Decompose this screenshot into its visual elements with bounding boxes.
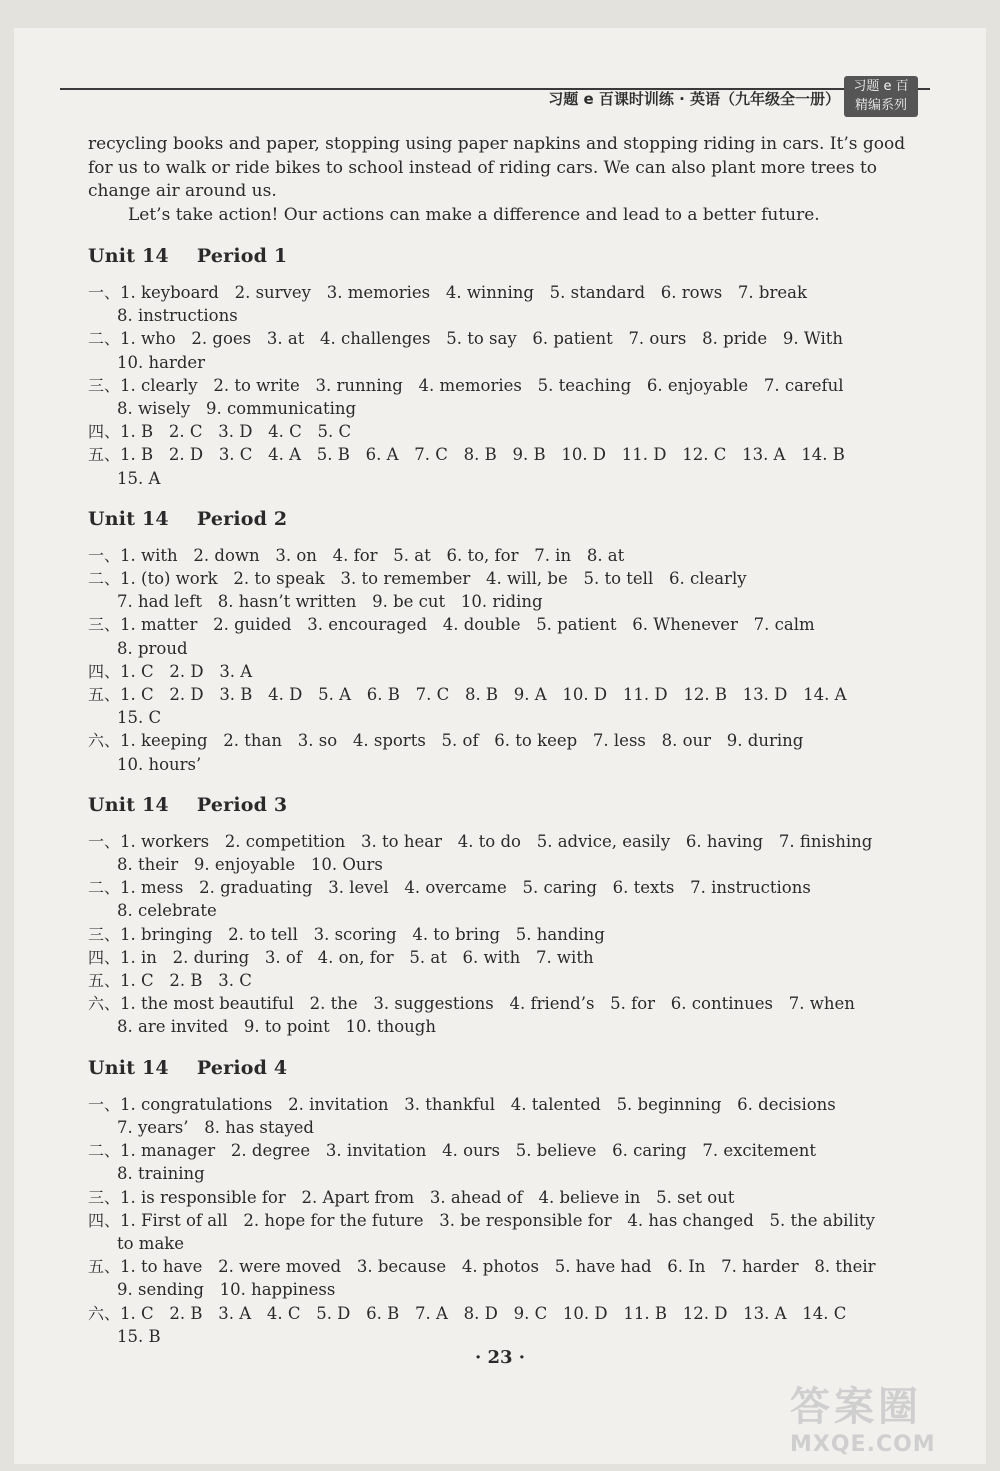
answer-text: 8. training xyxy=(117,1164,205,1184)
brand-line-1: 习题 e 百 xyxy=(853,79,909,94)
answer-text: 1. mess 2. graduating 3. level 4. overcame 5. caring 6. texts 7. instructions xyxy=(120,878,811,898)
answer-line xyxy=(88,923,918,946)
section-marker: 二、 xyxy=(88,329,121,349)
answer-text: 1. (to) work 2. to speak 3. to remember 4. will, be 5. to tell 6. clearly xyxy=(120,569,747,589)
answer-line xyxy=(88,729,918,752)
answer-line xyxy=(88,1162,918,1185)
answer-line xyxy=(88,660,918,683)
section-marker: 三、 xyxy=(88,924,121,944)
answer-line xyxy=(88,281,918,304)
watermark xyxy=(790,1375,980,1465)
answer-text: 15. B xyxy=(117,1326,161,1346)
section-marker: 三、 xyxy=(88,375,121,395)
answer-text: 1. congratulations 2. invitation 3. thankful 4. talented 5. beginning 6. decisions xyxy=(120,1094,836,1114)
section-marker: 二、 xyxy=(88,878,121,898)
answer-text: 1. keyboard 2. survey 3. memories 4. winning 5. standard 6. rows 7. break xyxy=(120,283,807,302)
answer-line xyxy=(88,946,918,969)
answer-text: 1. to have 2. were moved 3. because 4. photos 5. have had 6. In 7. harder 8. their xyxy=(120,1257,876,1277)
answer-text: 8. proud xyxy=(117,638,188,658)
answer-text: 7. had left 8. hasn’t written 9. be cut 10. riding xyxy=(117,592,543,612)
answer-line xyxy=(88,420,918,443)
answer-line xyxy=(88,969,918,992)
intro-closing: Let’s take action! Our actions can make a difference and lead to a better future. xyxy=(128,204,820,225)
answer-text: 1. matter 2. guided 3. encouraged 4. double 5. patient 6. Whenever 7. calm xyxy=(120,615,815,635)
section-marker: 二、 xyxy=(88,1141,121,1161)
answer-text: 1. workers 2. competition 3. to hear 4. to do 5. advice, easily 6. having 7. finishing xyxy=(120,831,873,851)
answer-line xyxy=(88,1278,918,1301)
answer-line xyxy=(88,544,918,567)
section-marker: 二、 xyxy=(88,569,121,589)
section-marker: 一、 xyxy=(88,1094,121,1114)
units-container xyxy=(88,245,918,1348)
period-label: Period 2 xyxy=(196,507,288,530)
brand-line-2: 精编系列 xyxy=(854,98,907,113)
answer-text: 1. bringing 2. to tell 3. scoring 4. to bring 5. handing xyxy=(120,924,605,944)
answer-text: 1. clearly 2. to write 3. running 4. memories 5. teaching 6. enjoyable 7. careful xyxy=(120,375,844,395)
answer-text: 8. celebrate xyxy=(117,901,217,921)
unit-label: Unit 14 xyxy=(88,793,169,816)
unit-label: Unit 14 xyxy=(88,1056,169,1079)
section-marker: 五、 xyxy=(88,971,121,991)
answer-text: 1. B 2. C 3. D 4. C 5. C xyxy=(120,422,352,442)
section-marker: 三、 xyxy=(88,615,121,635)
answer-line xyxy=(88,397,918,420)
answer-line xyxy=(88,374,918,397)
section-marker: 五、 xyxy=(88,1257,121,1277)
answer-line xyxy=(88,1232,918,1255)
header-title: 习题 e 百课时训练 · 英语（九年级全一册） xyxy=(548,90,840,108)
section-marker: 四、 xyxy=(88,1210,121,1230)
answer-line xyxy=(88,1186,918,1209)
answer-text: to make xyxy=(117,1233,185,1253)
section-marker: 六、 xyxy=(88,1303,121,1323)
answer-text: 10. harder xyxy=(117,352,206,372)
answer-text: 1. B 2. D 3. C 4. A 5. B 6. A 7. C 8. B 9. B 10. D 11. D 12. C 13. A 14. B xyxy=(120,445,845,465)
answer-line xyxy=(88,637,918,660)
section-marker: 五、 xyxy=(88,685,121,705)
answer-text: 8. wisely 9. communicating xyxy=(117,399,357,419)
period-label: Period 3 xyxy=(196,793,288,816)
answer-line xyxy=(88,327,918,350)
period-label: Period 4 xyxy=(196,1056,288,1079)
section-marker: 一、 xyxy=(88,283,121,302)
answer-line xyxy=(88,1302,918,1325)
answer-line xyxy=(88,567,918,590)
answer-line xyxy=(88,753,918,776)
answer-text: 8. their 9. enjoyable 10. Ours xyxy=(117,855,383,875)
answer-text: 1. C 2. B 3. A 4. C 5. D 6. B 7. A 8. D 9. C 10. D 11. B 12. D 13. A 14. C xyxy=(120,1303,847,1323)
intro-paragraph: recycling books and paper, stopping using paper napkins and stopping riding in cars. It’s good for us to walk or ride bikes to school instead of riding cars. We can also plant more trees to change air around us. xyxy=(88,134,906,201)
answer-text: 1. C 2. D 3. A xyxy=(120,661,253,681)
answer-text: 1. in 2. during 3. of 4. on, for 5. at 6. with 7. with xyxy=(120,947,594,967)
answer-text: 1. keeping 2. than 3. so 4. sports 5. of 6. to keep 7. less 8. our 9. during xyxy=(120,731,804,751)
answer-line xyxy=(88,590,918,613)
answer-text: 1. C 2. D 3. B 4. D 5. A 6. B 7. C 8. B 9. A 10. D 11. D 12. B 13. D 14. A xyxy=(120,685,847,705)
answer-line xyxy=(88,706,918,729)
section-marker: 五、 xyxy=(88,445,121,465)
answer-line xyxy=(88,876,918,899)
answer-text: 15. C xyxy=(117,708,162,728)
answer-text: 8. are invited 9. to point 10. though xyxy=(117,1017,436,1037)
answer-line xyxy=(88,1255,918,1278)
period-label: Period 1 xyxy=(196,245,288,267)
section-marker: 一、 xyxy=(88,831,121,851)
answer-text: 1. the most beautiful 2. the 3. suggestions 4. friend’s 5. for 6. continues 7. when xyxy=(120,994,855,1014)
answer-text: 1. C 2. B 3. C xyxy=(120,971,252,991)
answer-line xyxy=(88,1015,918,1038)
section-marker: 一、 xyxy=(88,545,121,565)
answer-text: 1. First of all 2. hope for the future 3. be responsible for 4. has changed 5. the ability xyxy=(120,1210,875,1230)
answer-text: 1. with 2. down 3. on 4. for 5. at 6. to, for 7. in 8. at xyxy=(120,545,625,565)
answer-text: 9. sending 10. happiness xyxy=(117,1280,336,1300)
answer-text: 10. hours’ xyxy=(117,754,202,774)
unit-heading xyxy=(88,245,918,267)
answer-text: 8. instructions xyxy=(117,306,238,326)
watermark-bottom: MXQE.COM xyxy=(790,1432,936,1457)
answer-text: 1. manager 2. degree 3. invitation 4. ours 5. believe 6. caring 7. excitement xyxy=(120,1141,816,1161)
answer-line xyxy=(88,351,918,374)
answer-text: 1. who 2. goes 3. at 4. challenges 5. to say 6. patient 7. ours 8. pride 9. With xyxy=(120,329,844,349)
answer-line xyxy=(88,683,918,706)
section-marker: 六、 xyxy=(88,731,121,751)
unit-heading xyxy=(88,508,918,530)
answer-line xyxy=(88,1209,918,1232)
answer-line xyxy=(88,1093,918,1116)
answer-line xyxy=(88,992,918,1015)
unit-heading xyxy=(88,1057,918,1079)
answer-line xyxy=(88,853,918,876)
answer-content xyxy=(88,133,918,1348)
answer-line xyxy=(88,830,918,853)
answer-text: 15. A xyxy=(117,468,161,488)
answer-line xyxy=(88,899,918,922)
answer-line xyxy=(88,1325,918,1348)
brand-badge xyxy=(844,76,918,117)
section-marker: 四、 xyxy=(88,947,121,967)
answer-line xyxy=(88,304,918,327)
answer-text: 7. years’ 8. has stayed xyxy=(117,1117,314,1137)
page-number: · 23 · xyxy=(474,1347,526,1368)
unit-label: Unit 14 xyxy=(88,507,169,530)
unit-label: Unit 14 xyxy=(88,245,169,267)
answer-line xyxy=(88,467,918,490)
answer-line xyxy=(88,1116,918,1139)
answer-text: 1. is responsible for 2. Apart from 3. ahead of 4. believe in 5. set out xyxy=(120,1187,735,1207)
section-marker: 三、 xyxy=(88,1187,121,1207)
answer-line xyxy=(88,613,918,636)
section-marker: 四、 xyxy=(88,422,121,442)
unit-heading xyxy=(88,794,918,816)
section-marker: 六、 xyxy=(88,994,121,1014)
watermark-top: 答案圈 xyxy=(790,1384,922,1430)
section-marker: 四、 xyxy=(88,661,121,681)
answer-line xyxy=(88,443,918,466)
answer-line xyxy=(88,1139,918,1162)
